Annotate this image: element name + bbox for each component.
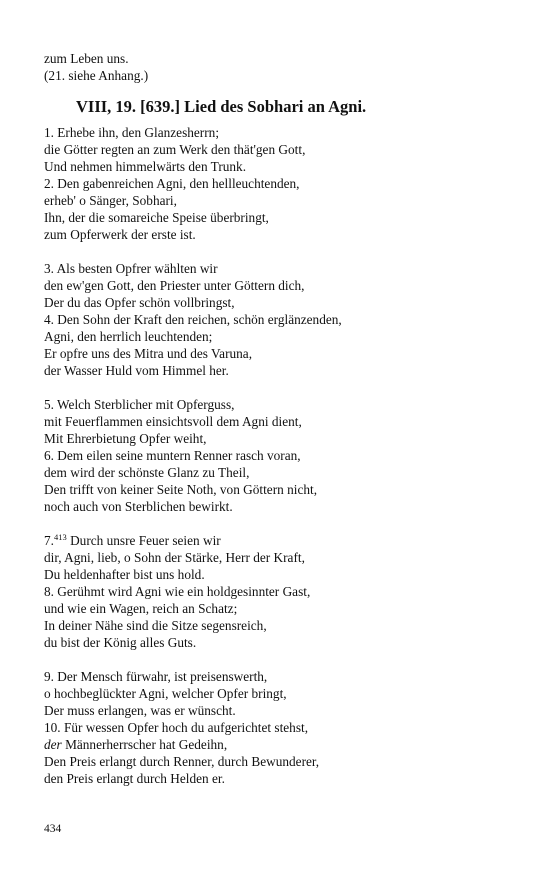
verse-line: Der muss erlangen, was er wünscht. (44, 703, 236, 718)
footnote-ref[interactable]: 413 (53, 532, 67, 542)
stanza-3 (44, 396, 524, 515)
verse-line: und wie ein Wagen, reich an Schatz; (44, 601, 238, 616)
verse-line: 1. Erhebe ihn, den Glanzesherrn; (44, 125, 220, 140)
verse-line: erheb' o Sänger, Sobhari, (44, 193, 177, 208)
verse-line: mit Feuerflammen einsichtsvoll dem Agni dient, (44, 414, 302, 429)
verse-line: 10. Für wessen Opfer hoch du aufgerichtet stehst, (44, 720, 309, 735)
verse-line: Den Preis erlangt durch Renner, durch Bewunderer, (44, 754, 320, 769)
verse-line: Mit Ehrerbietung Opfer weiht, (44, 431, 207, 446)
verse-line: Den trifft von keiner Seite Noth, von Göttern nicht, (44, 482, 318, 497)
verse-line: noch auch von Sterblichen bewirkt. (44, 499, 233, 514)
prelude-line-2: (21. siehe Anhang.) (44, 68, 149, 83)
verse-line: Und nehmen himmelwärts den Trunk. (44, 159, 247, 174)
verse-line: den Preis erlangt durch Helden er. (44, 771, 225, 786)
page-body (44, 50, 524, 787)
verse-line: 9. Der Mensch fürwahr, ist preisenswerth, (44, 669, 268, 684)
prelude-line-1: zum Leben uns. (44, 51, 129, 66)
verse-line: die Götter regten an zum Werk den thät'gen Gott, (44, 142, 306, 157)
verse-line: zum Opferwerk der erste ist. (44, 227, 196, 242)
verse-line: o hochbeglückter Agni, welcher Opfer bringt, (44, 686, 287, 701)
verse-number: 7. (44, 533, 54, 548)
verse-line: den ew'gen Gott, den Priester unter Göttern dich, (44, 278, 305, 293)
stanza-5 (44, 668, 524, 787)
section-title: VIII, 19. [639.] Lied des Sobhari an Agni. (76, 97, 367, 116)
verse-line: dir, Agni, lieb, o Sohn der Stärke, Herr der Kraft, (44, 550, 305, 565)
verse-line: 6. Dem eilen seine muntern Renner rasch voran, (44, 448, 301, 463)
verse-line: 2. Den gabenreichen Agni, den hellleuchtenden, (44, 176, 300, 191)
stanza-1 (44, 124, 524, 243)
verse-line: Ihn, der die somareiche Speise überbringt, (44, 210, 269, 225)
verse-line: 8. Gerühmt wird Agni wie ein holdgesinnter Gast, (44, 584, 311, 599)
stanza-4 (44, 532, 524, 651)
verse-line: 4. Den Sohn der Kraft den reichen, schön erglänzenden, (44, 312, 342, 327)
page-number: 434 (44, 823, 62, 835)
stanza-2 (44, 260, 524, 379)
emphasized-word: der (44, 737, 62, 752)
verse-line-7 (44, 532, 524, 549)
verse-line: der Wasser Huld vom Himmel her. (44, 363, 229, 378)
verse-line: Er opfre uns des Mitra und des Varuna, (44, 346, 253, 361)
verse-line: dem wird der schönste Glanz zu Theil, (44, 465, 250, 480)
verse-line: 5. Welch Sterblicher mit Opferguss, (44, 397, 235, 412)
verse-line: du bist der König alles Guts. (44, 635, 197, 650)
verse-line: 3. Als besten Opfrer wählten wir (44, 261, 218, 276)
verse-line: Agni, den herrlich leuchtenden; (44, 329, 213, 344)
verse-line: Du heldenhafter bist uns hold. (44, 567, 205, 582)
verse-line-emphasis (44, 736, 524, 753)
verse-text: Männerherrscher hat Gedeihn, (65, 737, 228, 752)
verse-line: Der du das Opfer schön vollbringst, (44, 295, 235, 310)
verse-text: Durch unsre Feuer seien wir (70, 533, 221, 548)
verse-line: In deiner Nähe sind die Sitze segensreich, (44, 618, 267, 633)
